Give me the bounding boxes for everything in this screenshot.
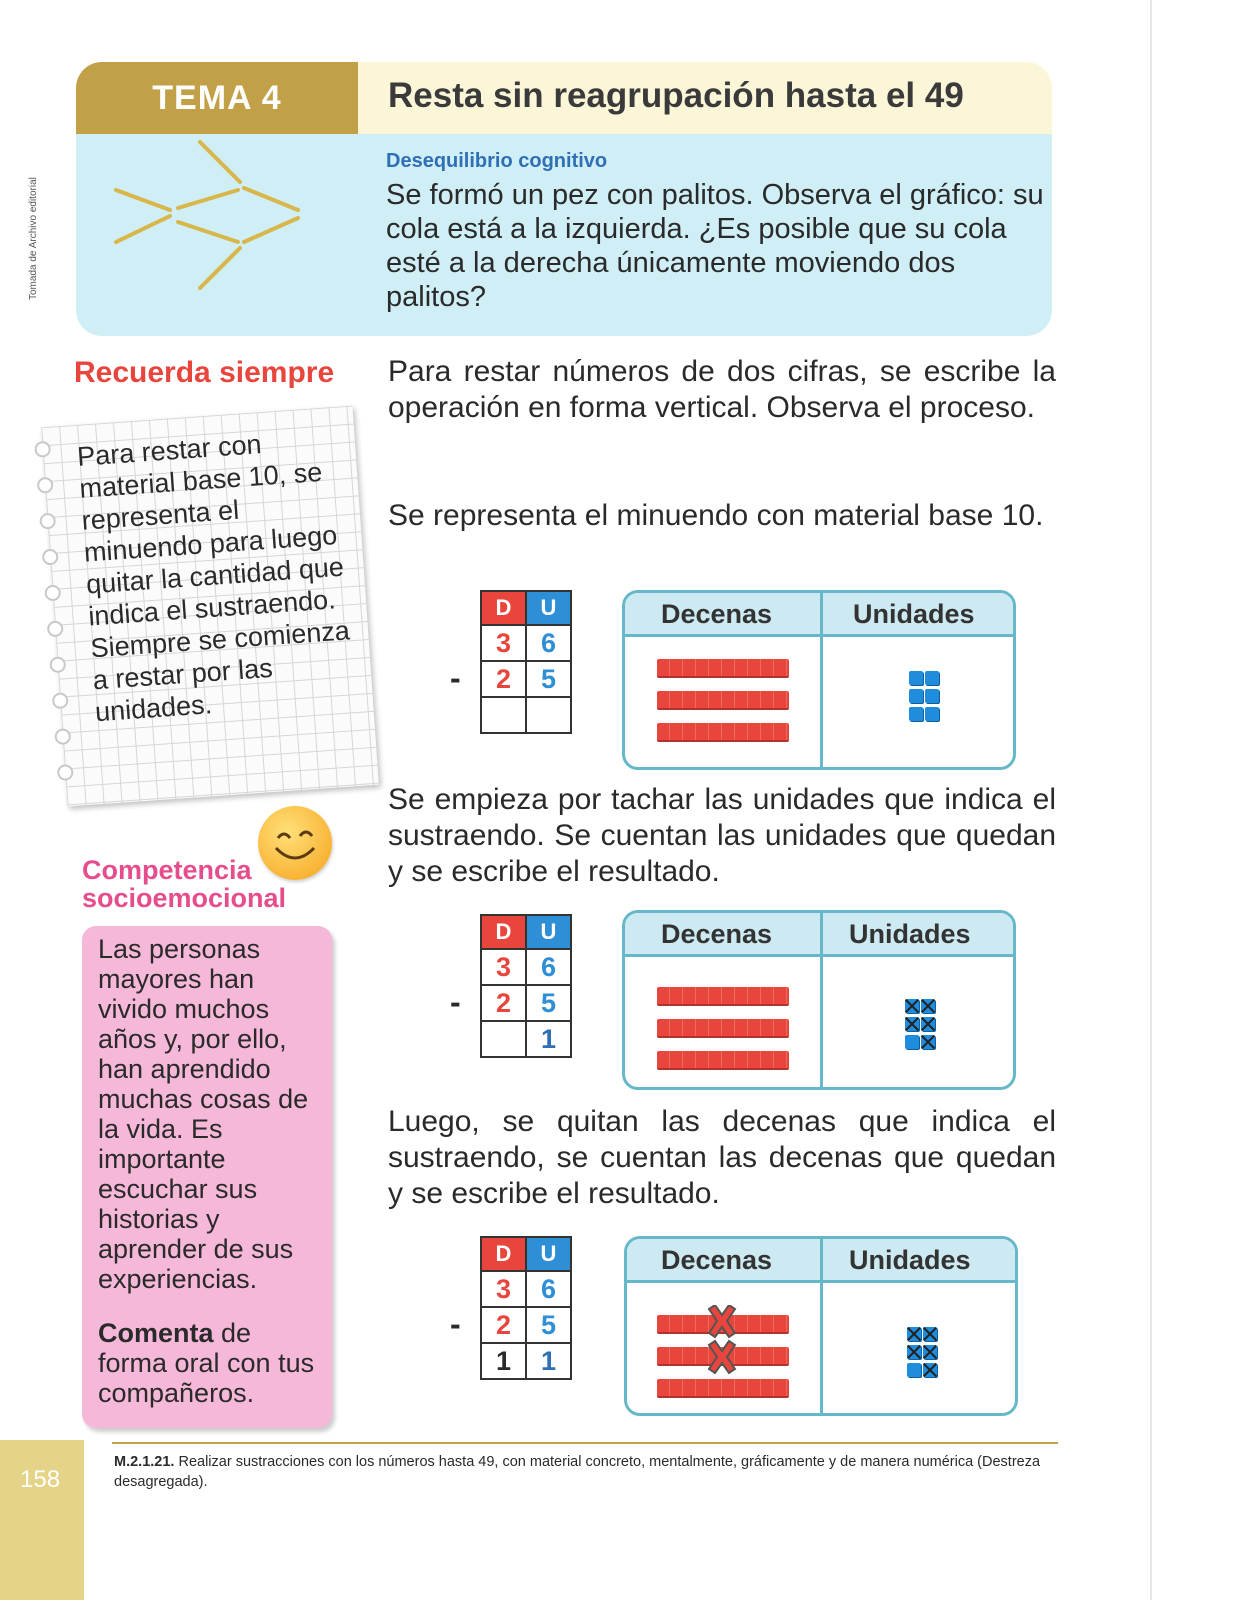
minus-sign: - (450, 984, 461, 1020)
unit-cube (909, 707, 923, 721)
competencia-comment (98, 1318, 326, 1408)
ring-hole (37, 477, 54, 494)
decenas-label: Decenas (661, 1245, 773, 1275)
unit-cube (925, 671, 939, 685)
tema-label: TEMA 4 (76, 62, 358, 134)
comment-bold: Comenta (98, 1318, 214, 1348)
paragraph-intro: Para restar números de dos cifras, se escribe la operación en forma vertical. Observa el proceso. (388, 355, 1056, 424)
result-u (526, 697, 571, 733)
ring-hole (47, 620, 64, 637)
du-table-step1 (480, 590, 572, 734)
decenas-label: Decenas (661, 919, 773, 949)
crossed-unit-cube (921, 999, 935, 1013)
ten-rod (657, 1019, 789, 1036)
page-number: 158 (20, 1466, 61, 1493)
header-u: U (526, 591, 571, 625)
cognitive-text: Se formó un pez con palitos. Observa el gráfico: su cola está a la izquierda. ¿Es posible que su cola esté a la derecha únicamente moviendo dos palitos? (386, 179, 1044, 313)
minus-sign: - (450, 1306, 461, 1342)
unit-cube (905, 1035, 919, 1049)
recuerda-title: Recuerda siempre (74, 356, 335, 389)
place-value-chart-step1 (622, 590, 1016, 770)
crossed-unit-cube (923, 1363, 937, 1377)
ring-hole (42, 548, 59, 565)
subtrahend-d: 2 (481, 1307, 526, 1343)
ring-hole (49, 656, 66, 673)
ten-rod (657, 987, 789, 1004)
crossed-unit-cube (921, 1017, 935, 1031)
cross-mark-icon (705, 1305, 739, 1377)
unit-cube (925, 689, 939, 703)
crossed-unit-cube (905, 999, 919, 1013)
ring-hole (52, 692, 69, 709)
crossed-unit-cube (907, 1327, 921, 1341)
paragraph-step1: Se representa el minuendo con material base 10. (388, 499, 1044, 532)
unit-cube (909, 671, 923, 685)
crossed-unit-cube (921, 1035, 935, 1049)
topic-header (76, 62, 1052, 134)
place-value-chart-step2 (622, 910, 1016, 1090)
chart-divider (820, 913, 823, 1087)
footer-rule (112, 1442, 1058, 1444)
subtrahend-u: 5 (526, 985, 571, 1021)
header-d: D (481, 1237, 526, 1271)
header-u: U (526, 1237, 571, 1271)
minuend-u: 6 (526, 949, 571, 985)
cognitive-label: Desequilibrio cognitivo (386, 150, 608, 172)
subtrahend-u: 5 (526, 661, 571, 697)
subtrahend-d: 2 (481, 985, 526, 1021)
unidades-label: Unidades (853, 599, 975, 629)
ten-rod (657, 1051, 789, 1068)
ring-hole (57, 764, 74, 781)
chart-divider (820, 1239, 823, 1413)
result-d: 1 (481, 1343, 526, 1379)
skill-description: Realizar sustracciones con los números hasta 49, con material concreto, mentalmente, gráficamente y de manera numérica (Destreza desagregada). (114, 1454, 1041, 1490)
unit-cube (909, 689, 923, 703)
chart-header (625, 593, 1013, 637)
crossed-unit-cube (907, 1345, 921, 1359)
crossed-unit-cube (923, 1345, 937, 1359)
place-value-chart-step3 (624, 1236, 1018, 1416)
decenas-label: Decenas (661, 599, 773, 629)
ring-hole (44, 584, 61, 601)
header-d: D (481, 915, 526, 949)
competencia-box (82, 926, 332, 1428)
competencia-title-line2: socioemocional (82, 883, 287, 913)
unidades-label: Unidades (849, 1245, 971, 1275)
ten-rod (657, 723, 789, 740)
skill-code: M.2.1.21. (114, 1454, 175, 1470)
result-u: 1 (526, 1021, 571, 1057)
topic-title: Resta sin reagrupación hasta el 49 (388, 76, 964, 115)
minuend-u: 6 (526, 1271, 571, 1307)
matchstick-fish-image (108, 138, 308, 298)
ring-hole (34, 441, 51, 458)
unit-cube (925, 707, 939, 721)
chart-header (625, 913, 1013, 957)
competencia-title-line1: Competencia (82, 855, 252, 885)
minuend-d: 3 (481, 625, 526, 661)
header-d: D (481, 591, 526, 625)
ten-rod (657, 1379, 789, 1396)
image-credit: Tomada de Archivo editorial (28, 177, 39, 300)
recuerda-text: Para restar con material base 10, se representa el minuendo para luego quitar la cantidad que indica el sustraendo. Siempre se comienza a restar por las unidades. (76, 429, 351, 728)
du-table-step3 (480, 1236, 572, 1380)
crossed-unit-cube (905, 1017, 919, 1031)
paragraph-step3: Luego, se quitan las decenas que indica el sustraendo, se cuentan las decenas que quedan y se escribe el resultado. (388, 1105, 1056, 1210)
minus-sign: - (450, 660, 461, 696)
result-d (481, 1021, 526, 1057)
unit-cube (907, 1363, 921, 1377)
ten-rod (657, 691, 789, 708)
ten-rod (657, 659, 789, 676)
skill-footer (114, 1452, 1058, 1492)
page-number-tab (0, 1440, 84, 1600)
header-u: U (526, 915, 571, 949)
chart-divider (820, 593, 823, 767)
competencia-title (82, 856, 286, 912)
ring-hole (39, 513, 56, 530)
du-table-step2 (480, 914, 572, 1058)
recuerda-note (41, 406, 379, 807)
minuend-d: 3 (481, 949, 526, 985)
unidades-label: Unidades (849, 919, 971, 949)
minuend-d: 3 (481, 1271, 526, 1307)
result-d (481, 697, 526, 733)
crossed-unit-cube (923, 1327, 937, 1341)
comment-rest: de forma oral con tus compañeros. (98, 1318, 315, 1408)
paragraph-step2: Se empieza por tachar las unidades que indica el sustraendo. Se cuentan las unidades que quedan y se escribe el resultado. (388, 783, 1056, 888)
subtrahend-u: 5 (526, 1307, 571, 1343)
minuend-u: 6 (526, 625, 571, 661)
page-edge (1150, 0, 1152, 1600)
competencia-text: Las personas mayores han vivido muchos años y, por ello, han aprendido muchas cosas de la vida. Es importante escuchar sus historias y aprender de sus experiencias. (98, 934, 309, 1294)
subtrahend-d: 2 (481, 661, 526, 697)
result-u: 1 (526, 1343, 571, 1379)
ring-hole (54, 728, 71, 745)
